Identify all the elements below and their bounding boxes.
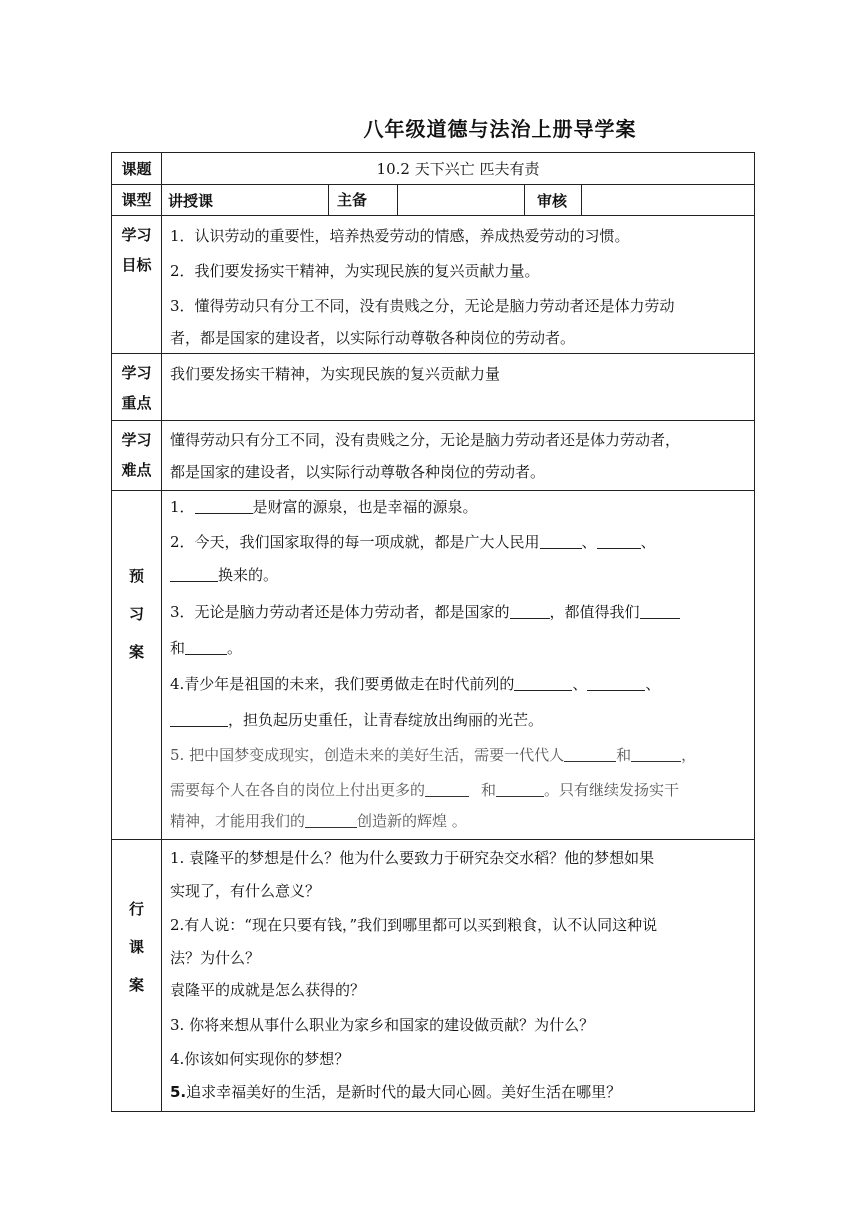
q3-text: 3．无论是脑力劳动者还是体力劳动者，都是国家的	[170, 603, 510, 621]
difficulty-line: 都是国家的建设者，以实际行动尊敬各种岗位的劳动者。	[170, 463, 546, 481]
lesson-plan-table	[111, 152, 755, 1112]
key-points-content	[162, 354, 755, 421]
practice-line: 袁隆平的成就是怎么获得的？	[170, 981, 366, 999]
practice-line: 实现了，有什么意义？	[170, 882, 321, 900]
blank	[514, 675, 572, 691]
label-difficulties	[112, 421, 162, 491]
q5-and: 和	[616, 746, 632, 764]
blank	[631, 746, 681, 762]
q4-end: ，担负起历史重任，让青春绽放出绚丽的光芒。	[228, 711, 544, 729]
label-diff-1: 学习	[121, 431, 152, 449]
blank	[195, 498, 253, 514]
q5-and: 和	[481, 781, 497, 799]
label-review: 审核	[525, 185, 582, 216]
preview-content	[162, 491, 755, 840]
preview-q3	[170, 589, 748, 635]
goals-content	[162, 216, 755, 354]
author-cell	[329, 185, 525, 216]
practice-line: 3. 你将来想从事什么职业为家乡和国家的建设做贡献？为什么？	[170, 1016, 595, 1034]
row-practice	[112, 840, 755, 1112]
label-key-1: 学习	[121, 364, 152, 382]
goal-line: 2．我们要发扬实干精神，为实现民族的复兴贡献力量。	[170, 262, 540, 280]
label-topic: 课题	[112, 153, 162, 185]
author-value	[398, 185, 524, 215]
preview-q1	[170, 491, 748, 523]
q4-sep: 、	[572, 675, 588, 693]
q2-sep: 、	[640, 533, 656, 551]
topic-value: 10.2 天下兴亡 匹夫有责	[162, 153, 755, 185]
practice-line-last	[170, 1076, 748, 1108]
key-points-text: 我们要发扬实干精神，为实现民族的复兴贡献力量	[170, 365, 501, 383]
q5-text: 5. 把中国梦变成现实，创造未来的美好生活，需要一代代人	[170, 746, 565, 764]
label-practice-char: 案	[128, 976, 144, 994]
blank	[496, 781, 544, 797]
practice-content	[162, 840, 755, 1112]
label-practice-char: 行	[128, 900, 144, 918]
practice-line: 2.有人说：“现在只要有钱，”我们到哪里都可以买到粮食，认不认同这种说	[170, 916, 658, 934]
q2-sep: 、	[581, 533, 597, 551]
blank	[597, 533, 641, 549]
type-value: 讲授课	[162, 185, 329, 216]
q5-end: 创造新的辉煌 。	[357, 812, 467, 830]
label-goals-2: 目标	[121, 256, 152, 274]
q2-end: 换来的。	[218, 566, 279, 584]
label-preview	[112, 491, 162, 840]
label-goals-1: 学习	[121, 226, 152, 244]
blank	[510, 603, 550, 619]
preview-q4	[170, 661, 748, 707]
q5-text: 精神，才能用我们的	[170, 812, 306, 830]
preview-q5-cont2	[170, 803, 748, 839]
blank	[564, 746, 616, 762]
q1-num: 1．	[170, 498, 195, 516]
q5-text: 。只有继续发扬实干	[544, 781, 680, 799]
blank	[640, 603, 680, 619]
q5-text: 需要每个人在各自的岗位上付出更多的	[170, 781, 426, 799]
difficulty-line: 懂得劳动只有分工不同，没有贵贱之分，无论是脑力劳动者还是体力劳动者，	[170, 431, 681, 449]
label-type: 课型	[112, 185, 162, 216]
goal-line: 者，都是国家的建设者，以实际行动尊敬各种岗位的劳动者。	[170, 329, 576, 347]
practice-last-text: 追求幸福美好的生活，是新时代的最大同心圆。美好生活在哪里？	[186, 1083, 622, 1101]
row-key-points	[112, 354, 755, 421]
label-practice	[112, 840, 162, 1112]
q4-sep: 、	[645, 675, 661, 693]
preview-q3-cont	[170, 635, 748, 661]
label-preview-char: 预	[128, 567, 144, 585]
label-goals	[112, 216, 162, 354]
preview-q5-cont	[170, 777, 748, 803]
blank	[185, 639, 227, 655]
practice-line: 4.你该如何实现你的梦想？	[170, 1050, 350, 1068]
difficulties-content	[162, 421, 755, 491]
blank	[170, 566, 218, 582]
q2-text: 2．今天，我们国家取得的每一项成就，都是广大人民用	[170, 533, 540, 551]
label-key-points	[112, 354, 162, 421]
practice-line: 法？为什么？	[170, 949, 261, 967]
q5-comma: ，	[681, 746, 697, 764]
label-practice-char: 课	[128, 938, 144, 956]
label-diff-2: 难点	[121, 461, 152, 479]
document-title: 八年级道德与法治上册导学案	[363, 117, 637, 141]
blank	[170, 711, 228, 727]
goal-line: 1．认识劳动的重要性，培养热爱劳动的情感，养成热爱劳动的习惯。	[170, 227, 630, 245]
row-topic	[112, 153, 755, 185]
row-goals	[112, 216, 755, 354]
row-difficulties	[112, 421, 755, 491]
label-key-2: 重点	[121, 394, 152, 412]
practice-line: 1. 袁隆平的梦想是什么？他为什么要致力于研究杂交水稻？他的梦想如果	[170, 849, 655, 867]
practice-last-num: 5.	[170, 1083, 187, 1101]
review-value	[582, 185, 755, 216]
blank	[425, 781, 469, 797]
q3-and: 和	[170, 639, 186, 657]
q1-text: 是财富的源泉，也是幸福的源泉。	[252, 498, 478, 516]
q4-text: 4.青少年是祖国的未来，我们要勇做走在时代前列的	[170, 675, 515, 693]
preview-q5	[170, 733, 748, 777]
goal-line: 3．懂得劳动只有分工不同，没有贵贱之分，无论是脑力劳动者还是体力劳动	[170, 297, 675, 315]
preview-q4-cont	[170, 707, 748, 733]
q3-end: 。	[227, 639, 243, 657]
label-author: 主备	[329, 185, 398, 215]
row-type	[112, 185, 755, 216]
blank	[587, 675, 645, 691]
label-preview-char: 案	[128, 643, 144, 661]
label-preview-char: 习	[128, 605, 144, 623]
row-preview	[112, 491, 755, 840]
preview-q2-cont	[170, 561, 748, 589]
blank	[305, 812, 357, 828]
blank	[540, 533, 582, 549]
preview-q2	[170, 523, 748, 561]
q3-text: ，都值得我们	[549, 603, 640, 621]
